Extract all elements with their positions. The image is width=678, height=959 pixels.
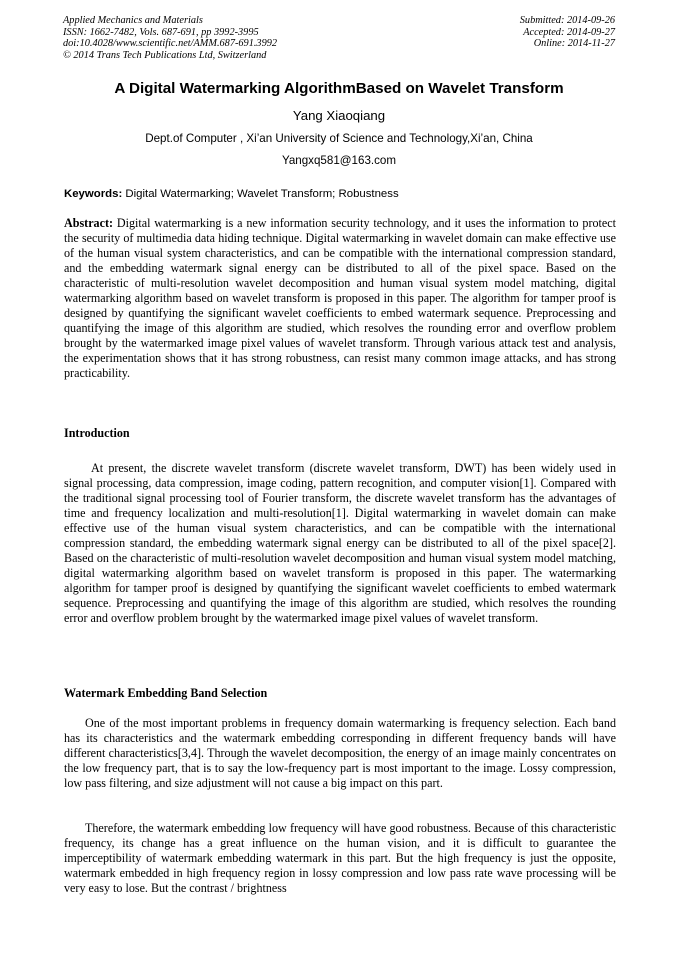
publication-info: [63, 15, 277, 61]
abstract-label: Abstract:: [64, 216, 114, 230]
keywords: [64, 188, 616, 200]
submitted-date: Submitted: 2014-09-26: [519, 15, 615, 26]
accepted-date: Accepted: 2014-09-27: [523, 26, 615, 38]
online-date: Online: 2014-11-27: [533, 38, 615, 50]
paper-title: A Digital Watermarking AlgorithmBased on Wavelet Transform: [114, 80, 564, 97]
author-email: Yangxq581@163.com: [281, 154, 397, 167]
introduction-heading: Introduction: [64, 426, 130, 440]
band-selection-paragraph-2: Therefore, the watermark embedding low frequency will have good robustness. Because of this characteristic frequency, its change has a great influence on the human vision, and it is difficult to guarantee the imperceptibility of watermark embedding watermark in this part. But the high frequency is just the opposite, watermark embedded in high frequency region in lossy compression and low pass rate wave processing will be very easy to lose. But the contrast / brightness: [64, 821, 616, 896]
band-selection-paragraph-1: One of the most important problems in frequency domain watermarking is frequency selection. Each band has its characteristics and the watermark embedding corresponding in different frequency bands will have different characteristics[3,4]. Through the wavelet decomposition, the energy of an image mainly concentrates on the low frequency part, that is to say the low-frequency part is most important to the image. Lossy compression, low pass filtering, and size adjustment will not cause a big impact on this part.: [64, 716, 616, 791]
keywords-label: Keywords:: [64, 188, 123, 200]
introduction-paragraph: At present, the discrete wavelet transform (discrete wavelet transform, DWT) has been widely used in signal processing, data compression, image coding, pattern recognition, and computer vision[1]. Compared with the traditional signal processing tool of Fourier transform, the discrete wavelet transform has the advantages of time and frequency localization and multi-resolution[1]. Digital watermarking in wavelet domain can make effective use of the human visual system characteristics, and can be compatible with the international compression standard, the embedding watermark signal energy can be distributed to all of the pixel space[2]. Based on the characteristic of multi-resolution wavelet decomposition and human visual system model matching, digital watermarking algorithm based on wavelet transform is proposed in this paper. The watermarking algorithm for tamper proof is designed by quantifying the significant wavelet coefficients to embed watermark sequence. Preprocessing and quantifying the image of this algorithm are studied, which resolves the rounding error and overflow problem brought by the watermarked image pixel values of wavelet transform.: [64, 461, 616, 626]
author-name: Yang Xiaoqiang: [292, 108, 386, 123]
issn-line: ISSN: 1662-7482, Vols. 687-691, pp 3992-3995: [63, 26, 259, 38]
abstract-text: Digital watermarking is a new information security technology, and it uses the information to protect the security of multimedia data hiding technique. Digital watermarking in wavelet domain can make effective use of the human visual system characteristics, and can be compatible with the international compression standard, and the embedding watermark signal energy can be distributed to all of the pixel space. Based on the characteristic of multi-resolution wavelet decomposition and human visual system model matching, digital watermarking algorithm based on wavelet transform is proposed in this paper. The algorithm for tamper proof is designed by quantifying the significant wavelet coefficients to embed watermark sequence. Preprocessing and quantifying the image of this algorithm are studied, which resolves the rounding error and overflow problem brought by the watermarked image pixel values of wavelet transform. Through various attack test and analysis, the experimentation shows that it has strong robustness, can resist many common image attacks, and has strong practicability.: [64, 216, 616, 381]
doi-line: doi:10.4028/www.scientific.net/AMM.687-691.3992: [63, 38, 278, 50]
copyright-line: © 2014 Trans Tech Publications Ltd, Switzerland: [63, 49, 267, 61]
section-heading-band-selection: Watermark Embedding Band Selection: [64, 686, 268, 700]
journal-name: Applied Mechanics and Materials: [63, 15, 203, 26]
abstract: [64, 216, 616, 382]
publication-dates: [520, 15, 615, 50]
keywords-text: Digital Watermarking; Wavelet Transform; Robustness: [125, 188, 399, 200]
author-affiliation: Dept.of Computer , Xi’an University of Science and Technology,Xi’an, China: [145, 132, 533, 145]
